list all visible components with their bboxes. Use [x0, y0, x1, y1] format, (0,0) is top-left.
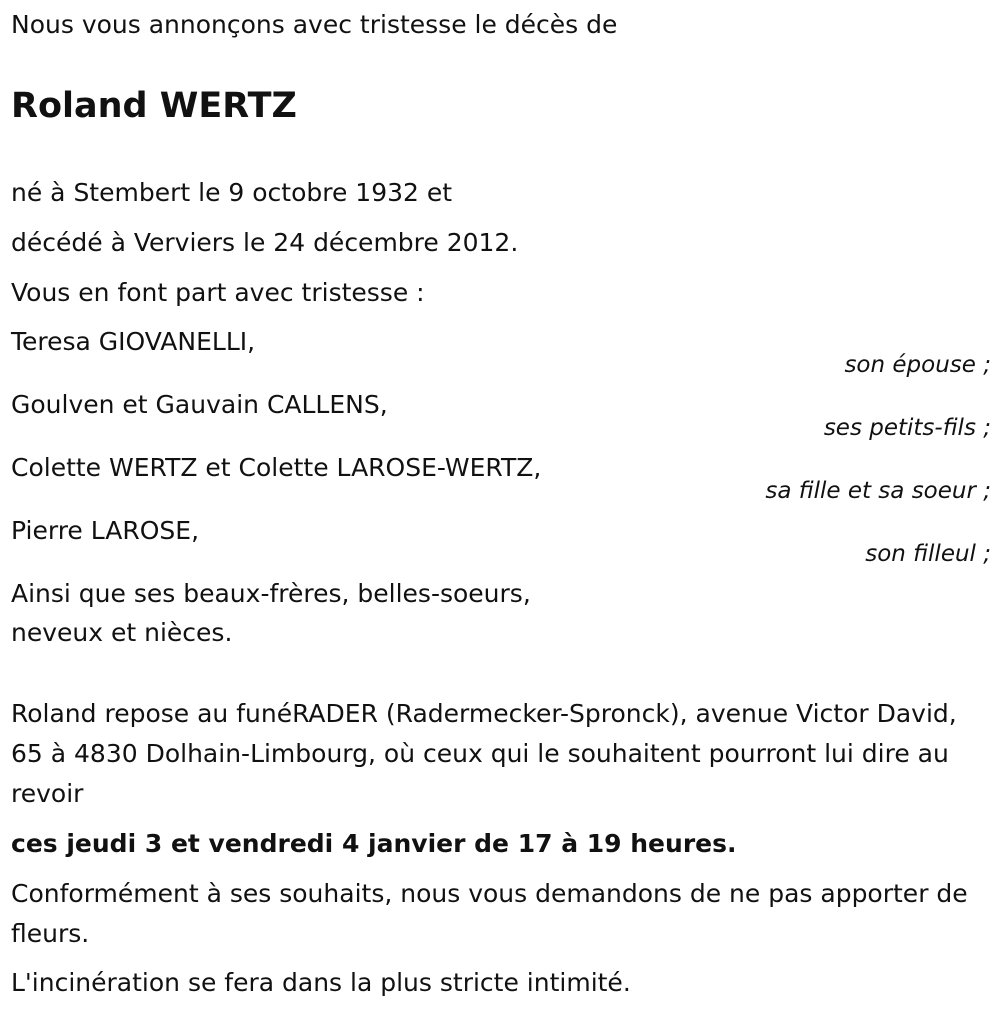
birth-line: né à Stembert le 9 octobre 1932 et — [11, 178, 453, 207]
death-line: décédé à Verviers le 24 décembre 2012. — [11, 228, 519, 257]
family-member-relation: son filleul ; — [865, 541, 991, 567]
visitation-paragraph: Roland repose au funéRADER (Radermecker-Spronck), avenue Victor David, 65 à 4830 Dolhain-Limbourg, où ceux qui le souhaitent pourront lui dire au revoir — [11, 699, 957, 808]
family-member-name: Goulven et Gauvain CALLENS, — [11, 390, 388, 419]
others-line: neveux et nièces. — [11, 618, 233, 647]
obituary-notice — [11, 0, 991, 1018]
family-member-relation: ses petits-fils ; — [823, 415, 991, 441]
family-member-relation: son épouse ; — [844, 352, 991, 378]
family-member-name: Pierre LAROSE, — [11, 516, 200, 545]
cremation-note: L'incinération se fera dans la plus stricte intimité. — [11, 968, 631, 997]
deceased-name: Roland WERTZ — [11, 86, 297, 126]
visitation-times: ces jeudi 3 et vendredi 4 janvier de 17 à 19 heures. — [11, 829, 737, 858]
family-member-name: Colette WERTZ et Colette LAROSE-WERTZ, — [11, 453, 542, 482]
family-member-relation: sa fille et sa soeur ; — [765, 478, 991, 504]
others-line: Ainsi que ses beaux-frères, belles-soeurs, — [11, 579, 531, 608]
flowers-note: Conformément à ses souhaits, nous vous demandons de ne pas apporter de fleurs. — [11, 879, 968, 948]
intro-text: Nous vous annonçons avec tristesse le décès de — [11, 10, 618, 39]
family-member-name: Teresa GIOVANELLI, — [11, 327, 256, 356]
announcement-line: Vous en font part avec tristesse : — [11, 278, 425, 307]
